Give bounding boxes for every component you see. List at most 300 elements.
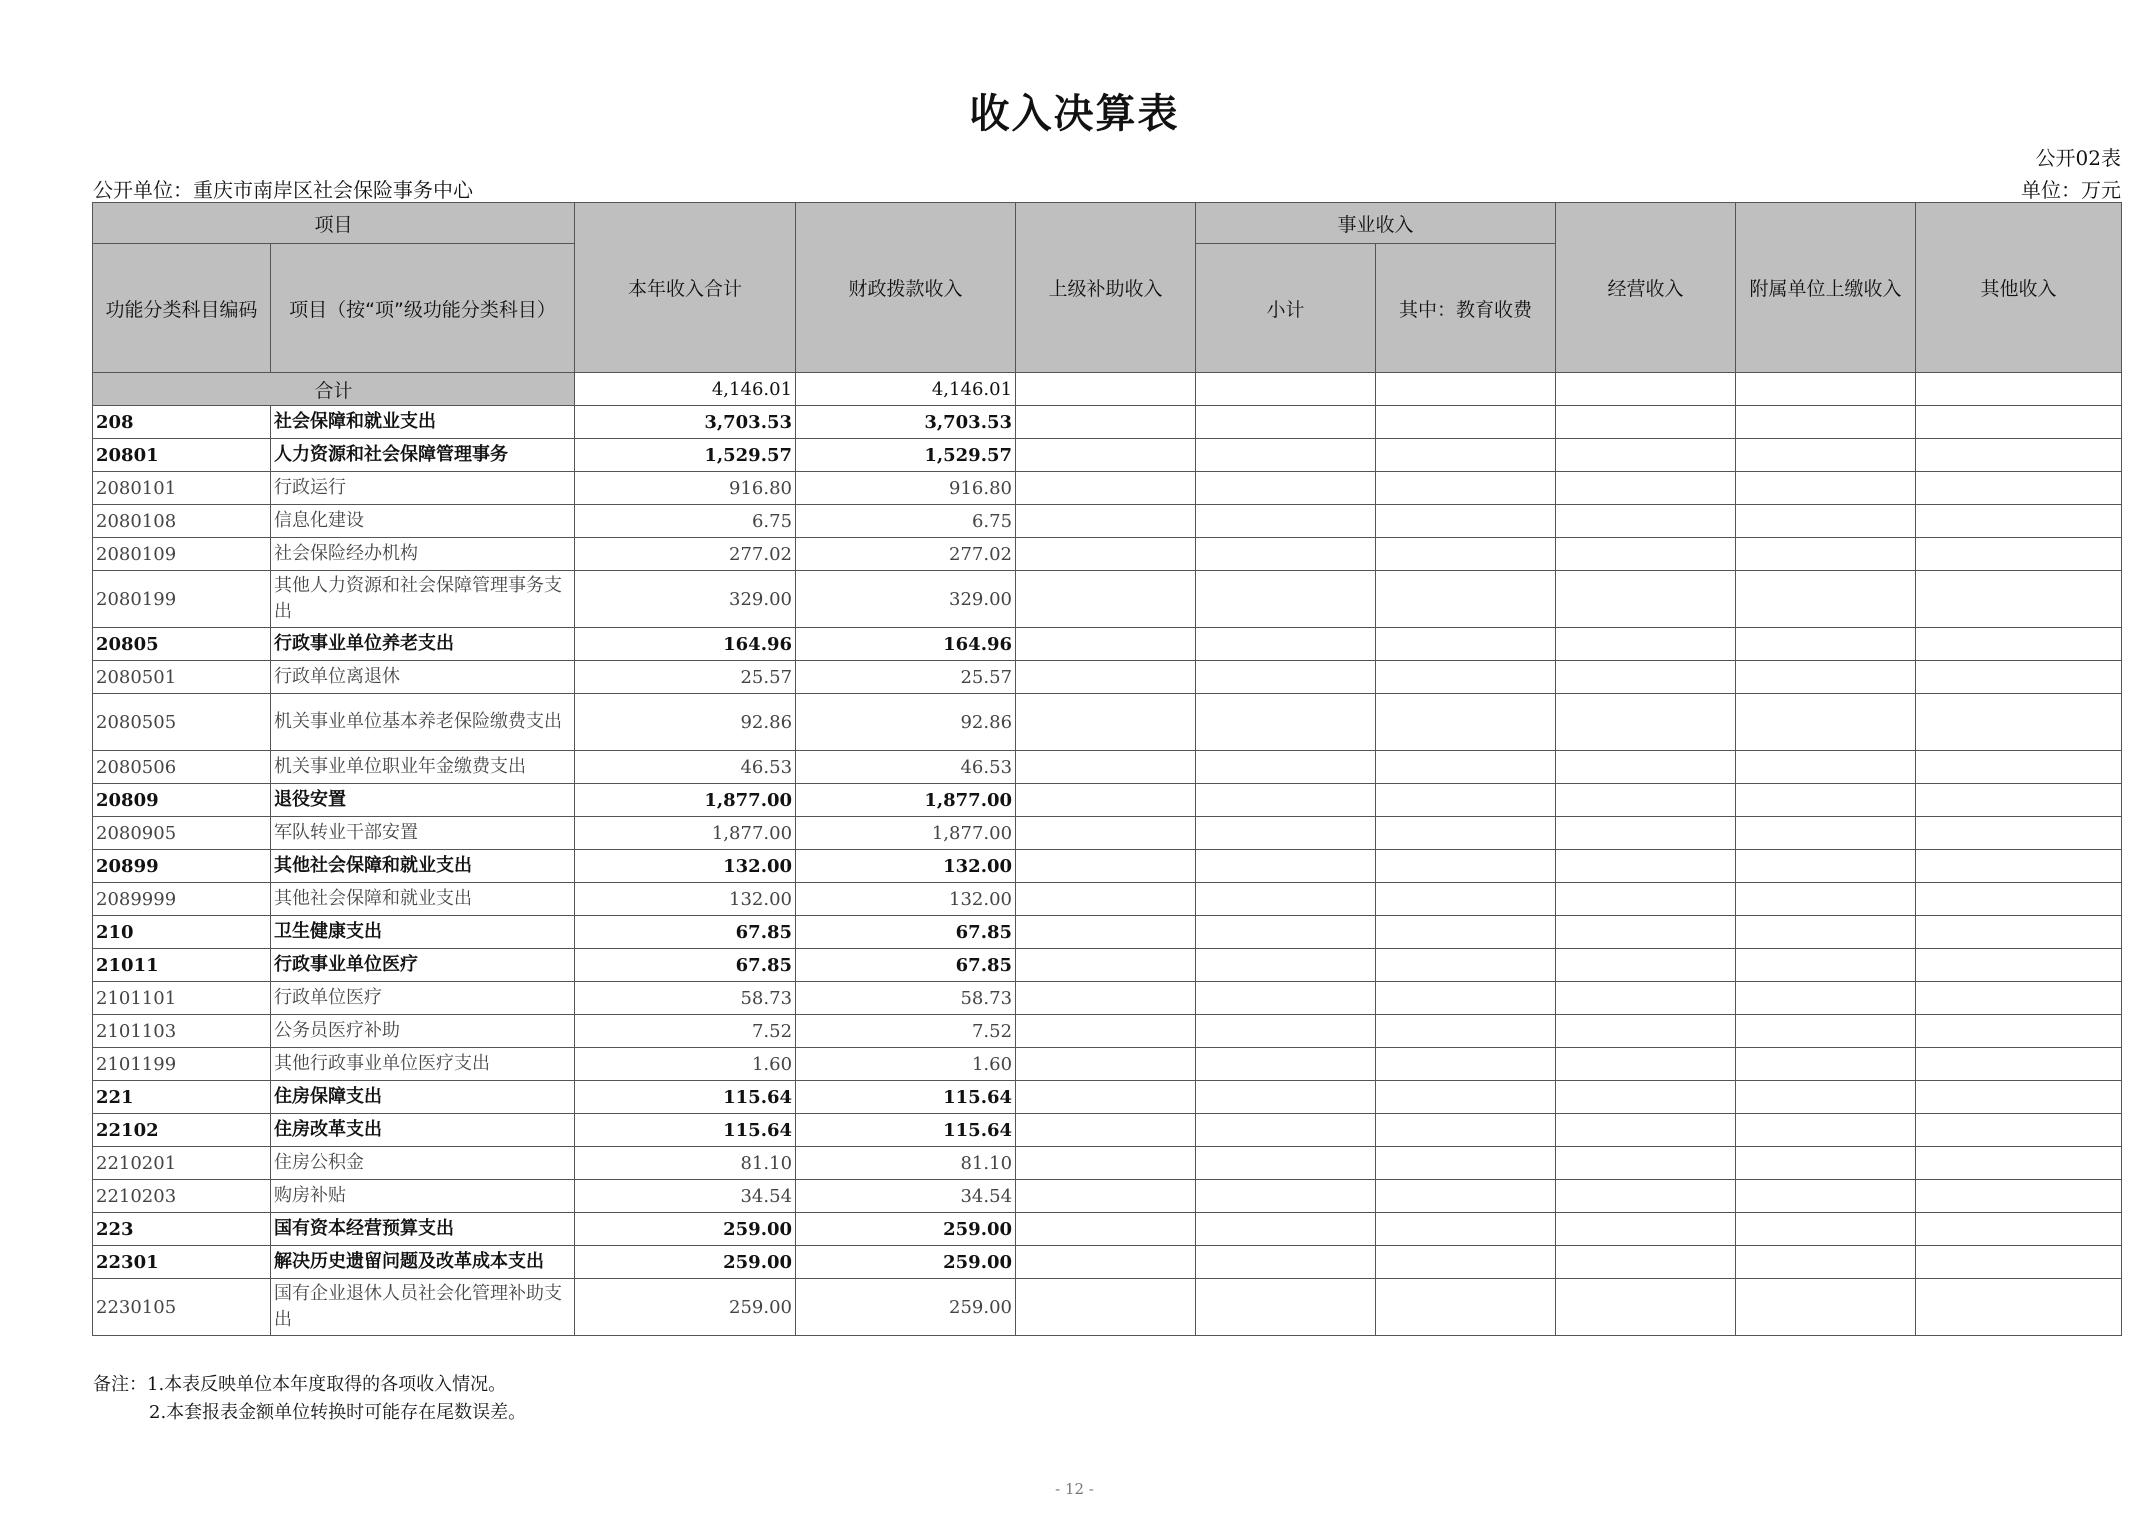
row-code: 2080505 xyxy=(93,694,271,751)
empty-cell xyxy=(1196,661,1376,694)
total-label: 合计 xyxy=(93,373,575,406)
empty-cell xyxy=(1736,373,1916,406)
table-row xyxy=(93,784,2122,817)
table-row xyxy=(93,1081,2122,1114)
empty-cell xyxy=(1196,1246,1376,1279)
total-row xyxy=(93,373,2122,406)
empty-cell xyxy=(1196,916,1376,949)
header-total-income: 本年收入合计 xyxy=(575,203,796,373)
empty-cell xyxy=(1556,949,1736,982)
table-row xyxy=(93,1213,2122,1246)
empty-cell xyxy=(1196,1081,1376,1114)
header-superior-subsidy: 上级补助收入 xyxy=(1016,203,1196,373)
table-row xyxy=(93,538,2122,571)
table-row xyxy=(93,817,2122,850)
empty-cell xyxy=(1016,694,1196,751)
empty-cell xyxy=(1736,1246,1916,1279)
empty-cell xyxy=(1916,817,2122,850)
empty-cell xyxy=(1916,571,2122,628)
row-total: 7.52 xyxy=(575,1015,796,1048)
empty-cell xyxy=(1556,505,1736,538)
table-row xyxy=(93,505,2122,538)
empty-cell xyxy=(1196,1213,1376,1246)
row-code: 2080109 xyxy=(93,538,271,571)
row-name: 其他人力资源和社会保障管理事务支出 xyxy=(271,571,575,628)
empty-cell xyxy=(1376,694,1556,751)
row-code: 20899 xyxy=(93,850,271,883)
empty-cell xyxy=(1376,1213,1556,1246)
empty-cell xyxy=(1736,1081,1916,1114)
row-fiscal: 7.52 xyxy=(796,1015,1016,1048)
header-affiliated-income: 附属单位上缴收入 xyxy=(1736,203,1916,373)
empty-cell xyxy=(1376,1279,1556,1336)
row-name: 其他行政事业单位医疗支出 xyxy=(271,1048,575,1081)
empty-cell xyxy=(1196,1114,1376,1147)
row-total: 329.00 xyxy=(575,571,796,628)
table-row xyxy=(93,1015,2122,1048)
empty-cell xyxy=(1016,1048,1196,1081)
table-row xyxy=(93,628,2122,661)
empty-cell xyxy=(1016,982,1196,1015)
row-fiscal: 132.00 xyxy=(796,850,1016,883)
row-total: 115.64 xyxy=(575,1114,796,1147)
empty-cell xyxy=(1556,1147,1736,1180)
row-code: 2080199 xyxy=(93,571,271,628)
empty-cell xyxy=(1556,751,1736,784)
empty-cell xyxy=(1196,949,1376,982)
row-code: 2230105 xyxy=(93,1279,271,1336)
table-row xyxy=(93,916,2122,949)
empty-cell xyxy=(1916,850,2122,883)
row-total: 1,877.00 xyxy=(575,784,796,817)
empty-cell xyxy=(1376,751,1556,784)
row-total: 46.53 xyxy=(575,751,796,784)
empty-cell xyxy=(1916,916,2122,949)
row-code: 22301 xyxy=(93,1246,271,1279)
empty-cell xyxy=(1736,751,1916,784)
empty-cell xyxy=(1556,1015,1736,1048)
empty-cell xyxy=(1376,628,1556,661)
row-total: 58.73 xyxy=(575,982,796,1015)
row-name: 行政单位离退休 xyxy=(271,661,575,694)
row-code: 2101103 xyxy=(93,1015,271,1048)
header-item: 项目 xyxy=(93,203,575,244)
empty-cell xyxy=(1736,784,1916,817)
income-table xyxy=(92,202,2122,1336)
empty-cell xyxy=(1016,628,1196,661)
table-row xyxy=(93,661,2122,694)
empty-cell xyxy=(1736,661,1916,694)
row-code: 2080108 xyxy=(93,505,271,538)
row-name: 住房保障支出 xyxy=(271,1081,575,1114)
row-total: 34.54 xyxy=(575,1180,796,1213)
empty-cell xyxy=(1196,571,1376,628)
row-name: 信息化建设 xyxy=(271,505,575,538)
empty-cell xyxy=(1376,472,1556,505)
empty-cell xyxy=(1016,1246,1196,1279)
empty-cell xyxy=(1556,982,1736,1015)
row-name: 机关事业单位基本养老保险缴费支出 xyxy=(271,694,575,751)
empty-cell xyxy=(1376,1114,1556,1147)
empty-cell xyxy=(1916,505,2122,538)
row-name: 社会保障和就业支出 xyxy=(271,406,575,439)
row-name: 购房补贴 xyxy=(271,1180,575,1213)
empty-cell xyxy=(1016,1279,1196,1336)
row-name: 住房改革支出 xyxy=(271,1114,575,1147)
empty-cell xyxy=(1916,694,2122,751)
empty-cell xyxy=(1376,661,1556,694)
table-row xyxy=(93,1279,2122,1336)
row-total: 3,703.53 xyxy=(575,406,796,439)
row-name: 解决历史遗留问题及改革成本支出 xyxy=(271,1246,575,1279)
empty-cell xyxy=(1736,439,1916,472)
empty-cell xyxy=(1376,982,1556,1015)
row-code: 2210201 xyxy=(93,1147,271,1180)
empty-cell xyxy=(1016,472,1196,505)
empty-cell xyxy=(1196,751,1376,784)
row-fiscal: 916.80 xyxy=(796,472,1016,505)
empty-cell xyxy=(1556,571,1736,628)
header-business-income: 事业收入 xyxy=(1196,203,1556,244)
empty-cell xyxy=(1376,916,1556,949)
empty-cell xyxy=(1556,1114,1736,1147)
empty-cell xyxy=(1196,850,1376,883)
empty-cell xyxy=(1016,1213,1196,1246)
row-code: 2080506 xyxy=(93,751,271,784)
empty-cell xyxy=(1736,1048,1916,1081)
empty-cell xyxy=(1916,883,2122,916)
empty-cell xyxy=(1016,439,1196,472)
total-income-cell: 4,146.01 xyxy=(575,373,796,406)
row-name: 行政运行 xyxy=(271,472,575,505)
empty-cell xyxy=(1376,505,1556,538)
table-row xyxy=(93,982,2122,1015)
row-name: 公务员医疗补助 xyxy=(271,1015,575,1048)
row-fiscal: 6.75 xyxy=(796,505,1016,538)
empty-cell xyxy=(1736,1279,1916,1336)
row-total: 1.60 xyxy=(575,1048,796,1081)
empty-cell xyxy=(1016,949,1196,982)
row-total: 132.00 xyxy=(575,883,796,916)
table-row xyxy=(93,1114,2122,1147)
empty-cell xyxy=(1916,439,2122,472)
empty-cell xyxy=(1196,883,1376,916)
empty-cell xyxy=(1016,505,1196,538)
empty-cell xyxy=(1376,784,1556,817)
empty-cell xyxy=(1736,916,1916,949)
row-fiscal: 277.02 xyxy=(796,538,1016,571)
empty-cell xyxy=(1736,538,1916,571)
table-row xyxy=(93,1246,2122,1279)
row-total: 115.64 xyxy=(575,1081,796,1114)
row-total: 1,529.57 xyxy=(575,439,796,472)
empty-cell xyxy=(1016,1147,1196,1180)
row-total: 164.96 xyxy=(575,628,796,661)
empty-cell xyxy=(1556,1279,1736,1336)
empty-cell xyxy=(1916,784,2122,817)
empty-cell xyxy=(1556,784,1736,817)
row-code: 22102 xyxy=(93,1114,271,1147)
row-fiscal: 58.73 xyxy=(796,982,1016,1015)
empty-cell xyxy=(1376,1147,1556,1180)
empty-cell xyxy=(1016,883,1196,916)
row-fiscal: 46.53 xyxy=(796,751,1016,784)
empty-cell xyxy=(1376,571,1556,628)
empty-cell xyxy=(1016,538,1196,571)
row-total: 259.00 xyxy=(575,1213,796,1246)
empty-cell xyxy=(1016,850,1196,883)
empty-cell xyxy=(1556,472,1736,505)
page-number: - 12 - xyxy=(1055,1480,1094,1498)
row-fiscal: 1,877.00 xyxy=(796,817,1016,850)
empty-cell xyxy=(1196,1015,1376,1048)
empty-cell xyxy=(1196,817,1376,850)
row-name: 国有资本经营预算支出 xyxy=(271,1213,575,1246)
empty-cell xyxy=(1736,883,1916,916)
row-fiscal: 132.00 xyxy=(796,883,1016,916)
empty-cell xyxy=(1736,1114,1916,1147)
empty-cell xyxy=(1016,373,1196,406)
table-row xyxy=(93,472,2122,505)
row-total: 916.80 xyxy=(575,472,796,505)
empty-cell xyxy=(1376,1246,1556,1279)
row-code: 210 xyxy=(93,916,271,949)
row-code: 20805 xyxy=(93,628,271,661)
empty-cell xyxy=(1376,850,1556,883)
row-name: 行政单位医疗 xyxy=(271,982,575,1015)
empty-cell xyxy=(1016,571,1196,628)
empty-cell xyxy=(1556,694,1736,751)
row-name: 社会保险经办机构 xyxy=(271,538,575,571)
empty-cell xyxy=(1556,628,1736,661)
table-row xyxy=(93,949,2122,982)
empty-cell xyxy=(1916,472,2122,505)
row-code: 21011 xyxy=(93,949,271,982)
empty-cell xyxy=(1736,694,1916,751)
empty-cell xyxy=(1556,916,1736,949)
total-fiscal-cell: 4,146.01 xyxy=(796,373,1016,406)
empty-cell xyxy=(1736,817,1916,850)
empty-cell xyxy=(1556,538,1736,571)
row-code: 2210203 xyxy=(93,1180,271,1213)
table-row xyxy=(93,406,2122,439)
row-total: 81.10 xyxy=(575,1147,796,1180)
row-total: 132.00 xyxy=(575,850,796,883)
empty-cell xyxy=(1376,1180,1556,1213)
header-item-name: 项目（按“项”级功能分类科目） xyxy=(271,244,575,373)
table-row xyxy=(93,1147,2122,1180)
empty-cell xyxy=(1016,661,1196,694)
empty-cell xyxy=(1556,883,1736,916)
header-function-code: 功能分类科目编码 xyxy=(93,244,271,373)
row-fiscal: 259.00 xyxy=(796,1213,1016,1246)
table-row xyxy=(93,850,2122,883)
empty-cell xyxy=(1916,1048,2122,1081)
empty-cell xyxy=(1376,373,1556,406)
empty-cell xyxy=(1736,505,1916,538)
empty-cell xyxy=(1556,439,1736,472)
empty-cell xyxy=(1736,472,1916,505)
row-fiscal: 34.54 xyxy=(796,1180,1016,1213)
empty-cell xyxy=(1556,1246,1736,1279)
row-code: 2101101 xyxy=(93,982,271,1015)
empty-cell xyxy=(1916,1279,2122,1336)
row-code: 221 xyxy=(93,1081,271,1114)
row-name: 退役安置 xyxy=(271,784,575,817)
row-fiscal: 67.85 xyxy=(796,949,1016,982)
row-name: 行政事业单位养老支出 xyxy=(271,628,575,661)
empty-cell xyxy=(1196,628,1376,661)
header-other-income: 其他收入 xyxy=(1916,203,2122,373)
empty-cell xyxy=(1196,406,1376,439)
empty-cell xyxy=(1196,439,1376,472)
table-row xyxy=(93,883,2122,916)
row-total: 6.75 xyxy=(575,505,796,538)
row-fiscal: 25.57 xyxy=(796,661,1016,694)
empty-cell xyxy=(1556,1180,1736,1213)
row-code: 2080101 xyxy=(93,472,271,505)
empty-cell xyxy=(1016,1114,1196,1147)
empty-cell xyxy=(1376,817,1556,850)
empty-cell xyxy=(1016,1081,1196,1114)
row-code: 208 xyxy=(93,406,271,439)
row-fiscal: 164.96 xyxy=(796,628,1016,661)
reporting-unit: 公开单位：重庆市南岸区社会保险事务中心 xyxy=(93,178,473,202)
row-fiscal: 115.64 xyxy=(796,1114,1016,1147)
row-code: 223 xyxy=(93,1213,271,1246)
note-1: 备注：1.本表反映单位本年度取得的各项收入情况。 xyxy=(93,1374,507,1395)
row-code: 2101199 xyxy=(93,1048,271,1081)
empty-cell xyxy=(1916,661,2122,694)
empty-cell xyxy=(1736,628,1916,661)
empty-cell xyxy=(1916,1015,2122,1048)
empty-cell xyxy=(1916,949,2122,982)
empty-cell xyxy=(1196,538,1376,571)
header-operating-income: 经营收入 xyxy=(1556,203,1736,373)
row-name: 其他社会保障和就业支出 xyxy=(271,850,575,883)
row-total: 1,877.00 xyxy=(575,817,796,850)
empty-cell xyxy=(1916,751,2122,784)
empty-cell xyxy=(1376,949,1556,982)
empty-cell xyxy=(1556,1213,1736,1246)
empty-cell xyxy=(1556,406,1736,439)
row-name: 其他社会保障和就业支出 xyxy=(271,883,575,916)
empty-cell xyxy=(1556,1081,1736,1114)
row-total: 277.02 xyxy=(575,538,796,571)
empty-cell xyxy=(1916,1246,2122,1279)
empty-cell xyxy=(1376,406,1556,439)
empty-cell xyxy=(1016,784,1196,817)
empty-cell xyxy=(1196,1180,1376,1213)
row-fiscal: 3,703.53 xyxy=(796,406,1016,439)
row-code: 2089999 xyxy=(93,883,271,916)
empty-cell xyxy=(1736,1213,1916,1246)
empty-cell xyxy=(1016,916,1196,949)
empty-cell xyxy=(1736,982,1916,1015)
empty-cell xyxy=(1556,850,1736,883)
empty-cell xyxy=(1556,1048,1736,1081)
empty-cell xyxy=(1196,784,1376,817)
empty-cell xyxy=(1376,883,1556,916)
empty-cell xyxy=(1736,571,1916,628)
empty-cell xyxy=(1196,373,1376,406)
empty-cell xyxy=(1016,406,1196,439)
empty-cell xyxy=(1016,1180,1196,1213)
empty-cell xyxy=(1916,406,2122,439)
empty-cell xyxy=(1916,373,2122,406)
header-education-fee: 其中：教育收费 xyxy=(1376,244,1556,373)
empty-cell xyxy=(1736,406,1916,439)
table-row xyxy=(93,694,2122,751)
row-total: 92.86 xyxy=(575,694,796,751)
empty-cell xyxy=(1916,538,2122,571)
empty-cell xyxy=(1916,1180,2122,1213)
empty-cell xyxy=(1916,982,2122,1015)
row-fiscal: 81.10 xyxy=(796,1147,1016,1180)
row-fiscal: 1.60 xyxy=(796,1048,1016,1081)
row-name: 行政事业单位医疗 xyxy=(271,949,575,982)
row-fiscal: 67.85 xyxy=(796,916,1016,949)
empty-cell xyxy=(1916,1081,2122,1114)
empty-cell xyxy=(1736,1180,1916,1213)
row-total: 259.00 xyxy=(575,1246,796,1279)
row-fiscal: 92.86 xyxy=(796,694,1016,751)
row-name: 国有企业退休人员社会化管理补助支出 xyxy=(271,1279,575,1336)
row-name: 军队转业干部安置 xyxy=(271,817,575,850)
empty-cell xyxy=(1016,1015,1196,1048)
row-name: 住房公积金 xyxy=(271,1147,575,1180)
header-fiscal-appropriation: 财政拨款收入 xyxy=(796,203,1016,373)
empty-cell xyxy=(1916,1213,2122,1246)
empty-cell xyxy=(1376,1081,1556,1114)
empty-cell xyxy=(1376,1015,1556,1048)
currency-unit: 单位：万元 xyxy=(2021,178,2121,202)
row-code: 2080501 xyxy=(93,661,271,694)
empty-cell xyxy=(1376,439,1556,472)
row-fiscal: 259.00 xyxy=(796,1279,1016,1336)
empty-cell xyxy=(1736,949,1916,982)
empty-cell xyxy=(1196,1048,1376,1081)
row-fiscal: 1,529.57 xyxy=(796,439,1016,472)
row-code: 20801 xyxy=(93,439,271,472)
row-fiscal: 329.00 xyxy=(796,571,1016,628)
row-name: 人力资源和社会保障管理事务 xyxy=(271,439,575,472)
empty-cell xyxy=(1196,1147,1376,1180)
empty-cell xyxy=(1196,982,1376,1015)
empty-cell xyxy=(1916,1114,2122,1147)
empty-cell xyxy=(1736,850,1916,883)
row-code: 2080905 xyxy=(93,817,271,850)
empty-cell xyxy=(1376,1048,1556,1081)
table-row xyxy=(93,1180,2122,1213)
empty-cell xyxy=(1196,1279,1376,1336)
row-name: 机关事业单位职业年金缴费支出 xyxy=(271,751,575,784)
row-name: 卫生健康支出 xyxy=(271,916,575,949)
table-row xyxy=(93,571,2122,628)
row-code: 20809 xyxy=(93,784,271,817)
form-number: 公开02表 xyxy=(2035,146,2121,170)
empty-cell xyxy=(1376,538,1556,571)
empty-cell xyxy=(1196,472,1376,505)
empty-cell xyxy=(1556,661,1736,694)
empty-cell xyxy=(1196,694,1376,751)
empty-cell xyxy=(1556,817,1736,850)
header-subtotal: 小计 xyxy=(1196,244,1376,373)
row-fiscal: 259.00 xyxy=(796,1246,1016,1279)
note-2: 2.本套报表金额单位转换时可能存在尾数误差。 xyxy=(149,1402,527,1423)
empty-cell xyxy=(1916,628,2122,661)
row-fiscal: 115.64 xyxy=(796,1081,1016,1114)
